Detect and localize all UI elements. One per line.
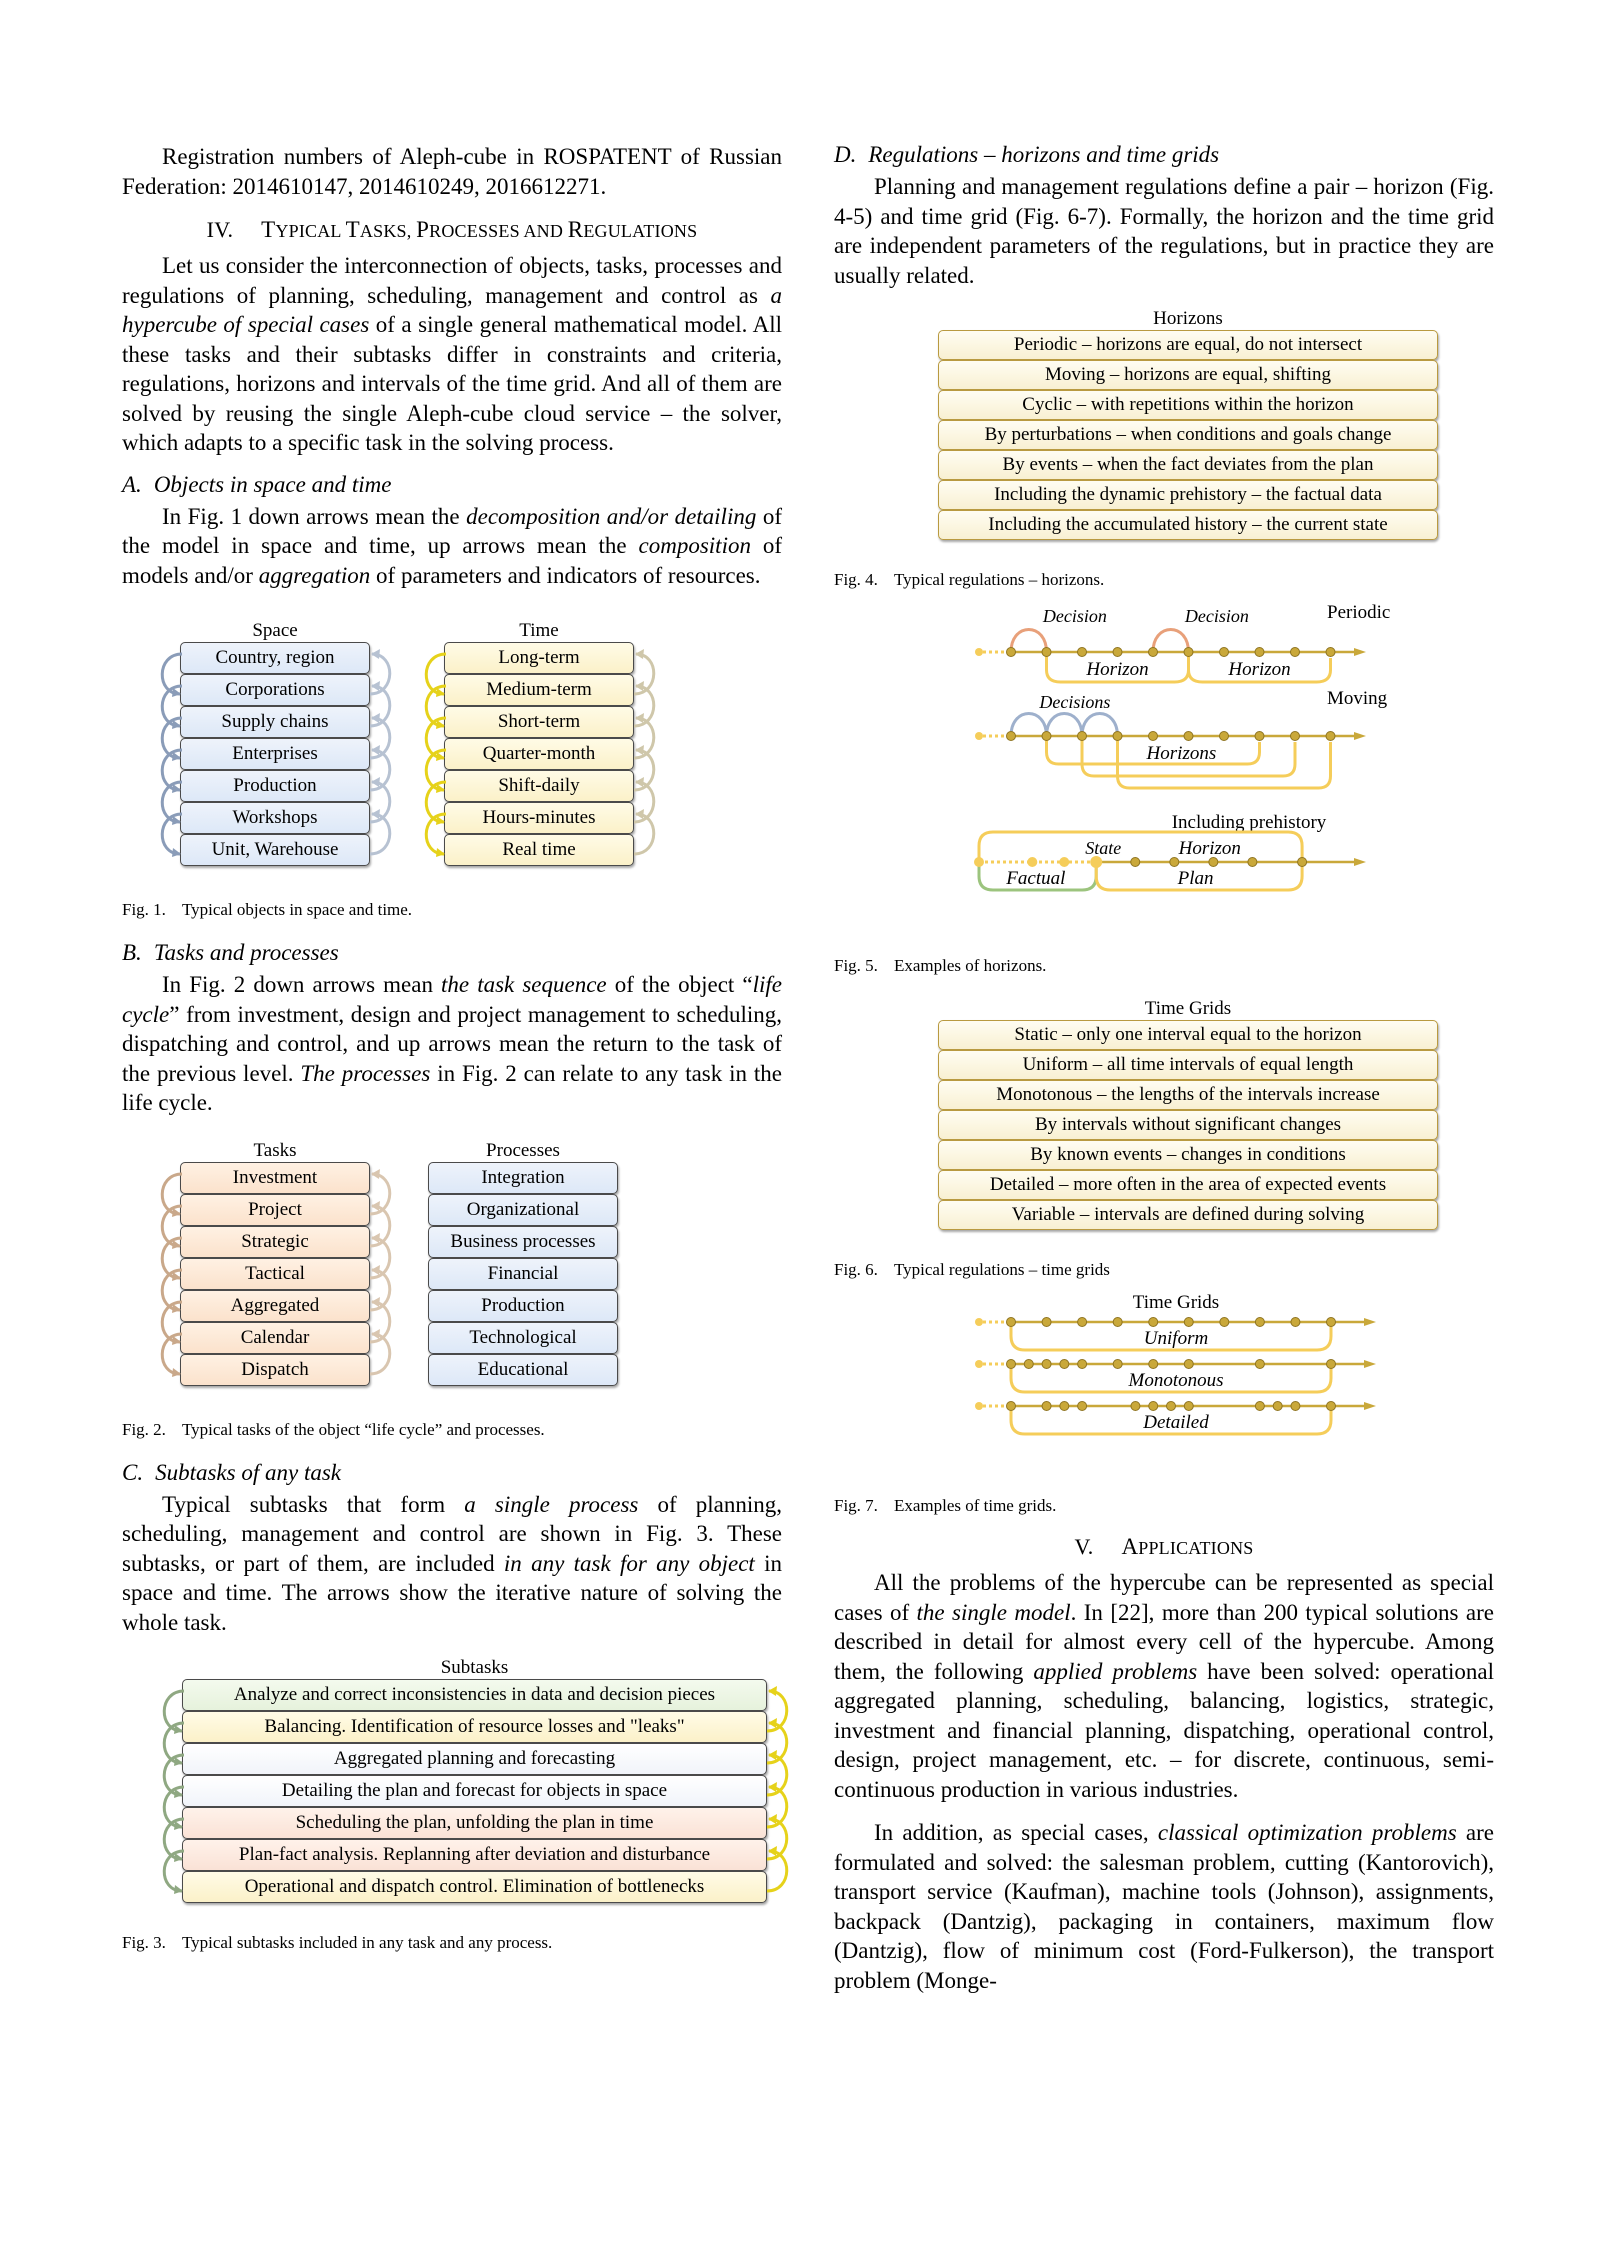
timeline-arrow-icon: [1354, 648, 1366, 656]
horizons-examples-diagram: [834, 598, 1494, 958]
subtask-box: Operational and dispatch control. Elimination of bottlenecks: [182, 1871, 767, 1903]
process-box: Organizational: [428, 1194, 618, 1226]
horizon-type-box: Including the dynamic prehistory – the factual data: [938, 480, 1438, 510]
time-point: [1078, 1360, 1087, 1369]
time-point: [1042, 1402, 1051, 1411]
task-box: Project: [180, 1194, 370, 1226]
time-grid-type-box: Uniform – all time intervals of equal length: [938, 1050, 1438, 1080]
time-point: [1220, 732, 1229, 741]
tasks-stack: [180, 1140, 370, 1386]
arrow-head-icon: [635, 745, 644, 755]
arrow-head-icon: [635, 649, 644, 659]
horizon-type-box: By events – when the fact deviates from the plan: [938, 450, 1438, 480]
time-grid-type-box: Monotonous – the lengths of the intervals increase: [938, 1080, 1438, 1110]
subsection-a-paragraph: In Fig. 1 down arrows mean the decomposition and/or detailing of the model in space and time, up arrows mean the composition of models and/or aggregation of parameters and indicators of resources.: [122, 503, 782, 588]
arrow-head-icon: [371, 1201, 380, 1211]
horizon-type-box: Periodic – horizons are equal, do not intersect: [938, 330, 1438, 360]
time-point: [1220, 648, 1229, 657]
time-point: [1327, 1402, 1336, 1411]
diagram-label: Uniform: [1143, 1328, 1209, 1349]
time-grids-stack: [938, 998, 1438, 1230]
time-level-box: Short-term: [444, 706, 634, 738]
time-point: [1131, 1402, 1140, 1411]
timeline-origin-dot: [975, 732, 983, 740]
processes-stack: [428, 1140, 618, 1386]
time-up-arrows: [630, 642, 666, 872]
arrow-head-icon: [371, 1169, 380, 1179]
section-v-paragraph-1: All the problems of the hypercube can be represented as special cases of the single model. In [22], more than 200 typical solutions are described in detail for almost every cell of the hypercube. Among them, the following applied problems have been solved: operational aggregated planning, scheduling, balancing, logistics, strategic, investment and financial planning, dispatching, operational control, design, project management, etc. – for discrete, continuous, semi-continuous production in various industries.: [834, 1570, 1495, 1802]
timeline-origin-dot: [975, 1360, 983, 1368]
time-point: [1007, 732, 1016, 741]
figure-7: [834, 1288, 1494, 1520]
timeline-arrow-icon: [1364, 1318, 1376, 1326]
diagram-label: Monotonous: [1128, 1370, 1224, 1391]
section-iv-paragraph: Let us consider the interconnection of objects, tasks, processes and regulations of planning, scheduling, management and control as a hypercube of special cases of a single general mathematical model. All these tasks and their subtasks differ in constraints and criteria, regulations, horizons and intervals of the time grid. And all of them are solved by reusing the single Aleph-cube cloud service – the solver, which adapts to a specific task in the solving process.: [122, 253, 782, 455]
time-point: [1255, 732, 1264, 741]
diagram-label: Time Grids: [1132, 1292, 1220, 1313]
timeline-arrow-icon: [1354, 732, 1366, 740]
subtask-box: Scheduling the plan, unfolding the plan in time: [182, 1807, 767, 1839]
fig6-caption: Fig. 6. Typical regulations – time grids: [834, 1260, 1110, 1279]
diagram-label: Horizon: [1228, 659, 1291, 680]
time-point: [1113, 1318, 1122, 1327]
arrow-head-icon: [371, 809, 380, 819]
processes-title: Processes: [486, 1139, 560, 1161]
fig7-caption: Fig. 7. Examples of time grids.: [834, 1496, 1057, 1515]
time-down-arrows: [414, 642, 450, 872]
time-grids-title: Time Grids: [1144, 998, 1232, 1019]
time-point: [1326, 732, 1335, 741]
process-box: Educational: [428, 1354, 618, 1386]
space-level-box: Workshops: [180, 802, 370, 834]
subtask-box: Analyze and correct inconsistencies in data and decision pieces: [182, 1679, 767, 1711]
arrow-head-icon: [635, 777, 644, 787]
horizon-type-box: Including the accumulated history – the current state: [938, 510, 1438, 540]
time-point: [1007, 1402, 1016, 1411]
time-level-box: Real time: [444, 834, 634, 866]
time-grid-type-box: Static – only one interval equal to the horizon: [938, 1020, 1438, 1050]
time-point: [1167, 1402, 1176, 1411]
space-level-box: Supply chains: [180, 706, 370, 738]
time-point: [1326, 648, 1335, 657]
time-grid-type-box: Detailed – more often in the area of expected events: [938, 1170, 1438, 1200]
time-point: [1255, 1402, 1264, 1411]
time-point: [1007, 1360, 1016, 1369]
space-level-box: Country, region: [180, 642, 370, 674]
arrow-head-icon: [371, 745, 380, 755]
arrow-head-icon: [371, 1329, 380, 1339]
arrow-head-icon: [768, 1814, 777, 1824]
diagram-label: Decisions: [1039, 692, 1111, 712]
timeline-origin-dot: [975, 648, 983, 656]
timeline-origin-dot: [975, 1318, 983, 1326]
space-level-box: Production: [180, 770, 370, 802]
time-point: [1327, 1360, 1336, 1369]
arrow-head-icon: [768, 1782, 777, 1792]
fig3-caption: Fig. 3. Typical subtasks included in any task and any process.: [122, 1933, 553, 1952]
fig1-caption: Fig. 1. Typical objects in space and time.: [122, 900, 413, 919]
time-point: [1078, 1402, 1087, 1411]
time-grid-type-box: By known events – changes in conditions: [938, 1140, 1438, 1170]
timeline-origin-dot: [975, 1402, 983, 1410]
time-point: [1184, 1318, 1193, 1327]
time-point: [1078, 732, 1087, 741]
time-level-box: Long-term: [444, 642, 634, 674]
time-grids-examples-diagram: [834, 1288, 1494, 1488]
time-point: [1149, 648, 1158, 657]
arrow-head-icon: [371, 777, 380, 787]
diagram-label: Moving: [1327, 688, 1388, 709]
figure-3: [122, 1657, 782, 1957]
arrow-head-icon: [371, 1297, 380, 1307]
factual-point: [974, 857, 984, 867]
time-point: [1042, 732, 1051, 741]
figure-2: [122, 1140, 782, 1440]
time-point: [1042, 1360, 1051, 1369]
diagram-label: State: [1085, 838, 1122, 858]
subsection-d-paragraph: Planning and management regulations define a pair – horizon (Fig. 4-5) and time grid (Fig. 6-7). Formally, the horizon and the time grid are independent parameters of the regulations, but in practice they are usually related.: [834, 174, 1494, 288]
space-up-arrows: [366, 642, 402, 872]
time-point: [1248, 858, 1257, 867]
time-point: [1273, 1402, 1282, 1411]
arrow-head-icon: [371, 649, 380, 659]
time-point: [1131, 858, 1140, 867]
time-point: [1149, 1318, 1158, 1327]
figure-4: [834, 308, 1494, 598]
tasks-down-arrows: [150, 1162, 186, 1392]
factual-point: [1027, 857, 1037, 867]
figure-6: [834, 998, 1494, 1288]
task-box: Tactical: [180, 1258, 370, 1290]
subsection-b-heading: B. Tasks and processes: [122, 940, 339, 965]
time-point: [1042, 1318, 1051, 1327]
time-point: [1291, 732, 1300, 741]
time-point: [1149, 1360, 1158, 1369]
subtasks-up-arrows: [763, 1679, 799, 1909]
arrow-head-icon: [768, 1718, 777, 1728]
left-column: [122, 142, 782, 1957]
diagram-label: Detailed: [1143, 1412, 1209, 1433]
timeline-arrow-icon: [1364, 1360, 1376, 1368]
diagram-label: Plan: [1177, 868, 1214, 889]
space-level-box: Corporations: [180, 674, 370, 706]
factual-point: [1059, 857, 1069, 867]
task-box: Strategic: [180, 1226, 370, 1258]
arrow-head-icon: [768, 1686, 777, 1696]
time-point: [1007, 648, 1016, 657]
timeline-arrow-icon: [1354, 858, 1366, 866]
space-level-box: Enterprises: [180, 738, 370, 770]
fig4-caption: Fig. 4. Typical regulations – horizons.: [834, 570, 1105, 589]
subtasks-stack: [182, 1657, 767, 1903]
process-box: Technological: [428, 1322, 618, 1354]
time-point: [1149, 732, 1158, 741]
time-point: [1291, 648, 1300, 657]
time-stack: [444, 620, 634, 866]
arrow-head-icon: [371, 713, 380, 723]
figure-1: [122, 620, 782, 920]
time-level-box: Medium-term: [444, 674, 634, 706]
decision-arrow: [1153, 630, 1189, 653]
time-grid-type-box: Variable – intervals are defined during solving: [938, 1200, 1438, 1230]
subtask-box: Plan-fact analysis. Replanning after deviation and disturbance: [182, 1839, 767, 1871]
task-box: Dispatch: [180, 1354, 370, 1386]
arrow-head-icon: [371, 1265, 380, 1275]
time-point: [1255, 1360, 1264, 1369]
task-box: Investment: [180, 1162, 370, 1194]
diagram-label: Including prehistory: [1171, 812, 1327, 833]
tasks-title: Tasks: [253, 1139, 297, 1161]
time-point: [1113, 1360, 1122, 1369]
time-grid-type-box: By intervals without significant changes: [938, 1110, 1438, 1140]
timeline-arrow-icon: [1364, 1402, 1376, 1410]
decision-arrow: [1011, 630, 1047, 653]
right-column: [834, 142, 1494, 1995]
horizons-title: Horizons: [1153, 308, 1223, 329]
arrow-head-icon: [635, 681, 644, 691]
time-level-box: Quarter-month: [444, 738, 634, 770]
diagram-label: Decision: [1042, 606, 1107, 626]
fig2-caption: Fig. 2. Typical tasks of the object “life cycle” and processes.: [122, 1419, 545, 1439]
space-title: Space: [252, 620, 298, 641]
subsection-c-paragraph: Typical subtasks that form a single process of planning, scheduling, management and control are shown in Fig. 3. These subtasks, or part of them, are included in any task for any object in space and time. The arrows show the iterative nature of solving the whole task.: [122, 1491, 783, 1635]
subtasks-down-arrows: [152, 1679, 188, 1909]
time-point: [1255, 1318, 1264, 1327]
subtask-box: Aggregated planning and forecasting: [182, 1743, 767, 1775]
arrow-head-icon: [768, 1846, 777, 1856]
arrow-head-icon: [768, 1750, 777, 1760]
horizons-stack: [938, 308, 1438, 540]
subtask-box: Detailing the plan and forecast for objects in space: [182, 1775, 767, 1807]
time-point: [1298, 858, 1307, 867]
time-point: [1184, 648, 1193, 657]
time-point: [1149, 1402, 1158, 1411]
diagram-label: Decision: [1184, 606, 1249, 626]
section-iv-heading: IV. TYPICAL TASKS, PROCESSES AND REGULATIONS: [206, 217, 698, 242]
time-point: [1024, 1360, 1033, 1369]
horizon-type-box: Cyclic – with repetitions within the horizon: [938, 390, 1438, 420]
arrow-head-icon: [371, 681, 380, 691]
time-level-box: Hours-minutes: [444, 802, 634, 834]
horizon-type-box: Moving – horizons are equal, shifting: [938, 360, 1438, 390]
decision-arrow: [1082, 714, 1118, 737]
subtask-box: Balancing. Identification of resource losses and "leaks": [182, 1711, 767, 1743]
process-box: Business processes: [428, 1226, 618, 1258]
horizon-type-box: By perturbations – when conditions and goals change: [938, 420, 1438, 450]
diagram-label: Horizon: [1086, 659, 1149, 680]
process-box: Production: [428, 1290, 618, 1322]
subtasks-title: Subtasks: [440, 1657, 509, 1678]
time-point: [1113, 732, 1122, 741]
diagram-label: Periodic: [1327, 602, 1391, 623]
time-point: [1220, 1318, 1229, 1327]
time-point: [1291, 1318, 1300, 1327]
task-box: Calendar: [180, 1322, 370, 1354]
time-level-box: Shift-daily: [444, 770, 634, 802]
time-point: [1291, 1402, 1300, 1411]
time-title: Time: [519, 620, 559, 641]
subsection-a-heading: A. Objects in space and time: [122, 471, 392, 497]
diagram-label: Factual: [1006, 868, 1066, 889]
time-point: [1170, 858, 1179, 867]
process-box: Integration: [428, 1162, 618, 1194]
time-point: [1255, 648, 1264, 657]
subsection-b-paragraph: In Fig. 2 down arrows mean the task sequence of the object “life cycle” from investment, design and project management to scheduling, dispatching and control, and up arrows mean the return to the task of the previous level. The processes in Fig. 2 can relate to any task in the life cycle.: [122, 972, 782, 1115]
arrow-head-icon: [371, 1233, 380, 1243]
time-point: [1327, 1318, 1336, 1327]
section-v-heading: V. APPLICATIONS: [1074, 1534, 1254, 1559]
time-point: [1007, 1318, 1016, 1327]
space-down-arrows: [150, 642, 186, 872]
diagram-label: Horizons: [1146, 743, 1217, 764]
section-v-paragraph-2: In addition, as special cases, classical optimization problems are formulated and solved: the salesman problem, cutting (Kantorovich), transport service (Kaufman), machine tools (Johnson), assignments, backpack (Dantzig), packaging in containers, maximum flow (Dantzig), flow of minimum cost (Ford-Fulkerson), the transport problem (Monge-: [834, 1820, 1494, 1993]
time-point: [1042, 648, 1051, 657]
time-point: [1184, 1402, 1193, 1411]
task-box: Aggregated: [180, 1290, 370, 1322]
time-point: [1060, 1402, 1069, 1411]
space-stack: [180, 620, 370, 866]
time-point: [1060, 1360, 1069, 1369]
diagram-label: Horizon: [1178, 838, 1241, 859]
time-point: [1184, 1360, 1193, 1369]
arrow-head-icon: [635, 713, 644, 723]
decision-arrow: [1047, 714, 1083, 737]
figure-5: [834, 598, 1494, 988]
arrow-head-icon: [635, 809, 644, 819]
space-level-box: Unit, Warehouse: [180, 834, 370, 866]
process-box: Financial: [428, 1258, 618, 1290]
fig5-caption: Fig. 5. Examples of horizons.: [834, 956, 1047, 975]
time-point: [1078, 648, 1087, 657]
decision-arrow: [1011, 714, 1047, 737]
subsection-c-heading: C. Subtasks of any task: [122, 1459, 341, 1485]
time-point: [1113, 648, 1122, 657]
time-point: [1078, 1318, 1087, 1327]
subsection-d-heading: D. Regulations – horizons and time grids: [834, 142, 1220, 167]
time-point: [1184, 732, 1193, 741]
registration-paragraph: Registration numbers of Aleph-cube in ROSPATENT of Russian Federation: 2014610147, 2014610249, 2016612271.: [122, 144, 782, 199]
tasks-up-arrows: [366, 1162, 402, 1392]
